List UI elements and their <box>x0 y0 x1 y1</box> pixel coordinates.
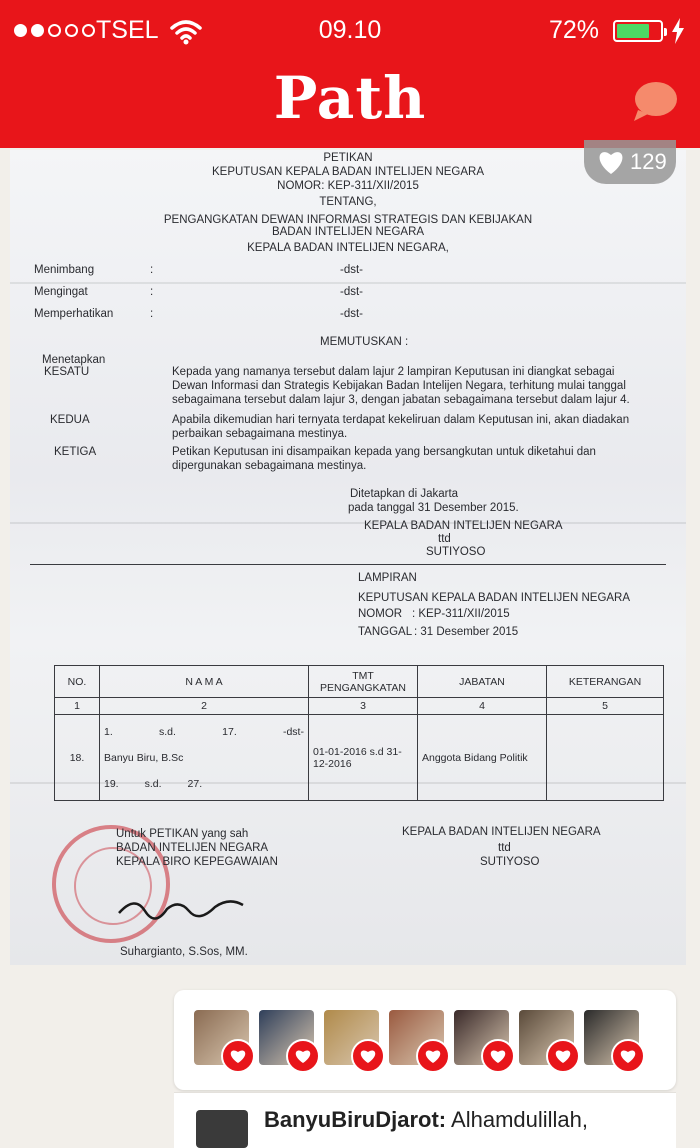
doc-heading-4: TENTANG, <box>319 196 377 208</box>
love-icon <box>286 1039 320 1073</box>
decision-text: perbaikan sebagaimana mestinya. <box>172 428 348 440</box>
column-number: 1 <box>55 698 100 715</box>
battery-icon <box>613 20 663 42</box>
comment-row[interactable] <box>174 1092 676 1148</box>
liker-avatars <box>194 1010 639 1065</box>
consideration-label: Mengingat <box>34 286 88 298</box>
column-number: 5 <box>547 698 664 715</box>
charging-bolt-icon <box>671 18 685 44</box>
signature-mark <box>115 885 255 925</box>
appendix-label: LAMPIRAN <box>358 572 417 584</box>
doc-heading-5: PENGANGKATAN DEWAN INFORMASI STRATEGIS DAN KEBIJAKAN <box>163 214 533 226</box>
app-header <box>0 0 700 148</box>
liker-avatar[interactable] <box>194 1010 249 1065</box>
table-header-row <box>55 666 664 698</box>
row-keterangan <box>547 715 664 801</box>
likers-panel <box>174 990 676 1090</box>
column-header: TMT PENGANGKATAN <box>309 666 418 698</box>
decision-label: KESATU <box>44 366 90 378</box>
appendix-table <box>54 665 664 801</box>
decision-text: Dewan Informasi dan Strategis Kebijakan Badan Intelijen Negara, terhitung mulai tanggal <box>172 380 626 392</box>
consideration-colon: : <box>150 264 154 276</box>
love-icon <box>351 1039 385 1073</box>
row-no: 18. <box>55 715 100 801</box>
carrier-name: TSEL <box>96 16 159 44</box>
footer-left-line: BADAN INTELIJEN NEGARA <box>116 842 269 854</box>
footer-right-line: ttd <box>498 842 511 854</box>
consideration-value: -dst- <box>340 264 363 276</box>
signing-line: ttd <box>438 533 451 545</box>
comment-username[interactable]: BanyuBiruDjarot: <box>264 1107 447 1132</box>
column-header: JABATAN <box>418 666 547 698</box>
love-icon <box>221 1039 255 1073</box>
decision-label: KETIGA <box>54 446 97 458</box>
footer-left-line: KEPALA BIRO KEPEGAWAIAN <box>116 856 278 868</box>
battery-percent: 72% <box>549 16 600 44</box>
appendix-label: NOMOR <box>358 608 403 620</box>
liker-avatar[interactable] <box>584 1010 639 1065</box>
appendix-value: : KEP-311/XII/2015 <box>412 608 510 620</box>
doc-heading-3: NOMOR: KEP-311/XII/2015 <box>277 180 419 192</box>
consideration-label: Menimbang <box>34 264 95 276</box>
column-number: 4 <box>418 698 547 715</box>
divider <box>30 564 666 565</box>
liker-avatar[interactable] <box>324 1010 379 1065</box>
decision-text: Apabila dikemudian hari ternyata terdapat kekeliruan dalam Keputusan ini, akan diadakan <box>172 414 630 426</box>
status-bar <box>0 0 700 60</box>
column-number: 3 <box>309 698 418 715</box>
signing-line: SUTIYOSO <box>426 546 486 558</box>
signing-line: pada tanggal 31 Desember 2015. <box>348 502 519 514</box>
decision-text: Petikan Keputusan ini disampaikan kepada yang bersangkutan untuk diketahui dan <box>172 446 596 458</box>
doc-heading-1: PETIKAN <box>323 152 373 164</box>
appendix-label: KEPUTUSAN KEPALA BADAN INTELIJEN NEGARA <box>358 592 631 604</box>
liker-avatar[interactable] <box>389 1010 444 1065</box>
consideration-value: -dst- <box>340 308 363 320</box>
signing-line: Ditetapkan di Jakarta <box>350 488 459 500</box>
decision-text: dipergunakan sebagaimana mestinya. <box>172 460 367 472</box>
doc-heading-2: KEPUTUSAN KEPALA BADAN INTELIJEN NEGARA <box>211 166 485 178</box>
chat-bubble-icon[interactable] <box>632 80 678 122</box>
table-row <box>55 715 664 801</box>
post-photo[interactable] <box>10 150 686 965</box>
liker-avatar[interactable] <box>454 1010 509 1065</box>
appendix-value: : 31 Desember 2015 <box>414 626 519 638</box>
decision-text: sebagaimana tersebut dalam lajur 3, dengan jabatan sebagaimana tersebut dalam lajur 4. <box>172 394 630 406</box>
app-logo[interactable]: Path <box>273 64 427 132</box>
consideration-colon: : <box>150 286 154 298</box>
love-icon <box>611 1039 645 1073</box>
footer-left-line: Suhargianto, S.Sos, MM. <box>120 946 248 958</box>
column-header: NO. <box>55 666 100 698</box>
decision-title: MEMUTUSKAN : <box>320 336 409 348</box>
table-number-row <box>55 698 664 715</box>
row-jabatan: Anggota Bidang Politik <box>418 715 547 801</box>
like-count-badge[interactable] <box>584 140 676 184</box>
consideration-value: -dst- <box>340 286 363 298</box>
footer-right-line: SUTIYOSO <box>480 856 540 868</box>
doc-heading-7: KEPALA BADAN INTELIJEN NEGARA, <box>247 242 449 254</box>
row-name: 1. s.d. 17. -dst- Banyu Biru, B.Sc 19. s.d. 27. <box>100 715 309 801</box>
doc-heading-6: BADAN INTELIJEN NEGARA <box>271 226 425 238</box>
consideration-label: Memperhatikan <box>34 308 114 320</box>
column-number: 2 <box>100 698 309 715</box>
signing-line: KEPALA BADAN INTELIJEN NEGARA <box>364 520 563 532</box>
love-icon <box>546 1039 580 1073</box>
footer-right-line: KEPALA BADAN INTELIJEN NEGARA <box>402 826 601 838</box>
row-tmt: 01-01-2016 s.d 31-12-2016 <box>309 715 418 801</box>
decision-text: Kepada yang namanya tersebut dalam lajur 2 lampiran Keputusan ini diangkat sebagai <box>172 366 615 378</box>
comment-body: Alhamdulillah, <box>451 1107 588 1132</box>
heart-icon <box>596 148 626 176</box>
love-icon <box>481 1039 515 1073</box>
consideration-colon: : <box>150 308 154 320</box>
column-header: N A M A <box>100 666 309 698</box>
decision-label: KEDUA <box>50 414 90 426</box>
footer-left-line: Untuk PETIKAN yang sah <box>116 828 249 840</box>
appendix-label: TANGGAL <box>358 626 413 638</box>
like-count: 129 <box>630 149 667 174</box>
liker-avatar[interactable] <box>519 1010 574 1065</box>
decision-label: Menetapkan <box>42 354 106 366</box>
liker-avatar[interactable] <box>259 1010 314 1065</box>
love-icon <box>416 1039 450 1073</box>
column-header: KETERANGAN <box>547 666 664 698</box>
comment-text <box>264 1107 588 1133</box>
status-time: 09.10 <box>318 16 382 44</box>
avatar[interactable] <box>196 1110 248 1148</box>
